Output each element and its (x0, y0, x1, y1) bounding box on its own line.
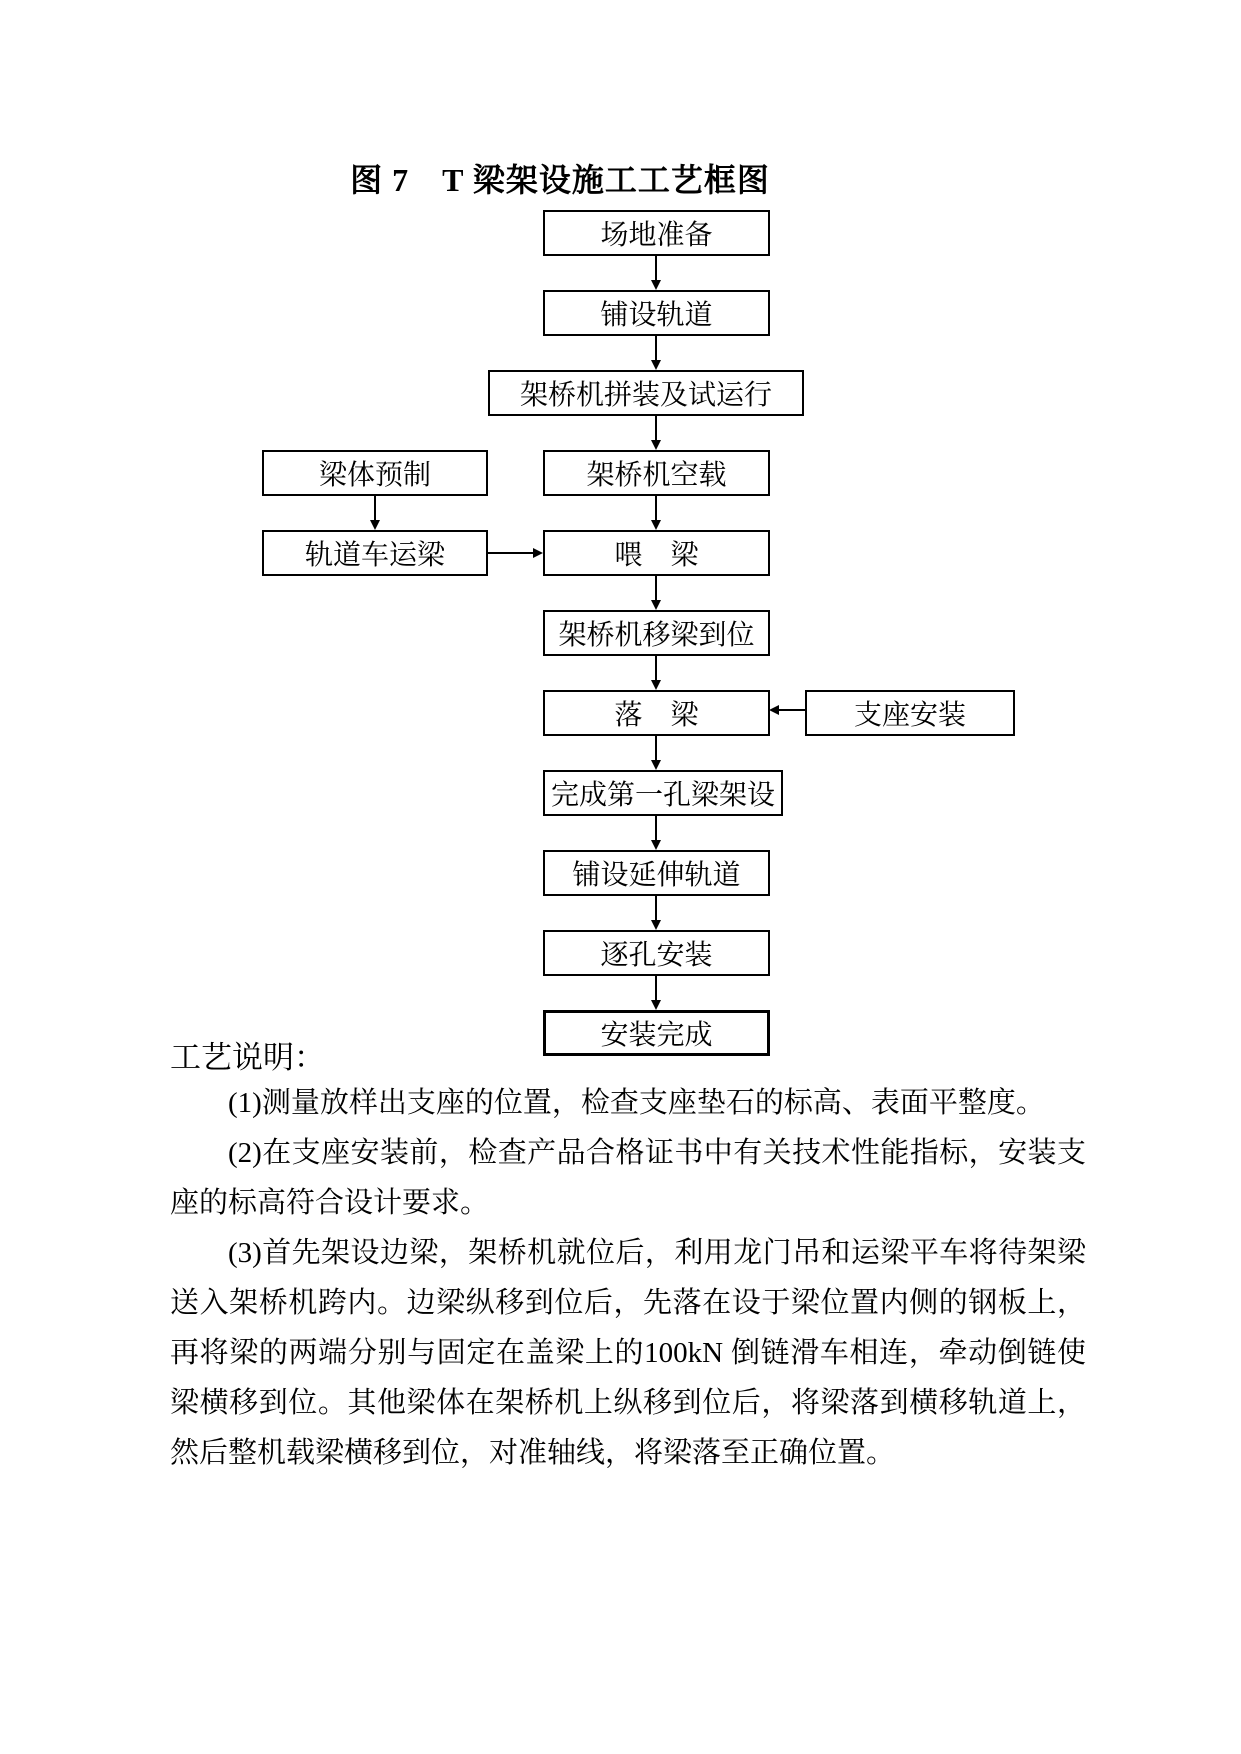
arrow-down-icon (374, 496, 376, 520)
arrow-down-icon (655, 336, 657, 360)
note-paragraph: (2)在支座安装前，检查产品合格证书中有关技术性能指标，安装支座的标高符合设计要求。 (170, 1137, 1086, 1219)
notes-heading: 工艺说明： (170, 1040, 325, 1075)
flow-box-feed-beam: 喂 梁 (543, 530, 770, 576)
flow-box-lay-extension-track: 铺设延伸轨道 (543, 850, 770, 896)
flow-box-installation-complete: 安装完成 (543, 1010, 770, 1056)
flow-box-machine-no-load: 架桥机空载 (543, 450, 770, 496)
arrow-down-icon (655, 416, 657, 440)
arrow-down-icon (655, 976, 657, 1000)
flow-box-lower-beam: 落 梁 (543, 690, 770, 736)
flow-box-first-span-complete: 完成第一孔梁架设 (543, 770, 783, 816)
arrow-down-icon (655, 736, 657, 760)
flow-box-beam-precast: 梁体预制 (262, 450, 488, 496)
arrow-left-icon (779, 709, 805, 711)
notes-body (170, 1078, 1086, 1478)
arrow-down-icon (655, 896, 657, 920)
arrow-down-icon (655, 576, 657, 600)
figure-title: 图 7 T 梁架设施工工艺框图 (350, 162, 770, 198)
note-paragraph: (1)测量放样出支座的位置，检查支座垫石的标高、表面平整度。 (228, 1087, 1045, 1119)
arrow-down-icon (655, 496, 657, 520)
flow-box-span-by-span-install: 逐孔安装 (543, 930, 770, 976)
flow-box-assemble-and-test: 架桥机拼装及试运行 (488, 370, 804, 416)
flow-box-bearing-installation: 支座安装 (805, 690, 1015, 736)
note-paragraph: (3)首先架设边梁，架桥机就位后，利用龙门吊和运梁平车将待架梁送入架桥机跨内。边梁纵移到位后，先落在设于梁位置内侧的钢板上，再将梁的两端分别与固定在盖梁上的100kN 倒链滑车相连，牵动倒链使梁横移到位。其他梁体在架桥机上纵移到位后，将梁落到横移轨道上，然后整机载梁横移到位，对准轴线，将梁落至正确位置。 (170, 1237, 1086, 1469)
flow-box-lay-track: 铺设轨道 (543, 290, 770, 336)
arrow-down-icon (655, 656, 657, 680)
arrow-right-icon (488, 552, 533, 554)
flow-box-move-beam-into-place: 架桥机移梁到位 (543, 610, 770, 656)
arrow-down-icon (655, 256, 657, 280)
arrow-down-icon (655, 816, 657, 840)
flow-box-site-preparation: 场地准备 (543, 210, 770, 256)
flow-box-railcar-transport: 轨道车运梁 (262, 530, 488, 576)
